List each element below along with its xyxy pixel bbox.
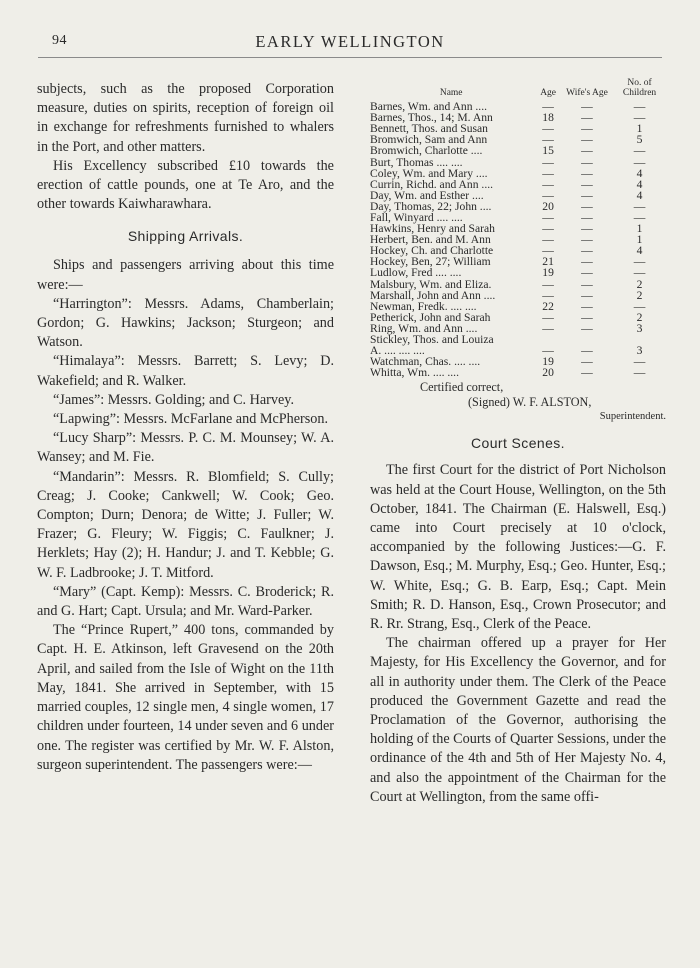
passenger-wife-age: — [581,100,593,114]
passenger-wife-age: — [581,177,593,191]
wife-age-column-header: Wife's Age [566,87,608,98]
passenger-children: 2 [636,288,643,302]
passenger-age: 19 [542,355,554,369]
passenger-age: — [542,122,554,136]
passenger-children: — [633,100,646,114]
passenger-children: 2 [636,310,643,324]
passenger-age: 20 [542,199,554,213]
passenger-name: Petherick, John and Sarah [370,310,491,324]
passenger-age: — [542,277,554,291]
passenger-children: — [633,111,646,125]
paragraph-prince-rupert: The “Prince Rupert,” 400 tons, commanded by Capt. H. E. Atkinson, left Gravesend on the 20th April, and sailed from the Isle of Wight on the 11th May, 1841. She arrived in September, with 15 married couples, 12 single men, 4 single women, 17 children under fourteen, 14 under seven and 6 under one. The register was certified by Mr. W. F. Alston, surgeon superintendent. The passengers were:— [37,622,334,773]
passenger-age: — [542,310,554,324]
passenger-children: — [633,366,646,380]
table-row [370,145,666,156]
table-row [370,367,666,378]
passenger-children: 4 [636,177,643,191]
signed-line: (Signed) W. F. ALSTON, [468,395,592,410]
passenger-wife-age: — [581,188,593,202]
passenger-wife-age: — [581,144,593,158]
page-number: 94 [52,33,67,48]
passenger-wife-age: — [581,244,593,258]
passenger-wife-age: — [581,133,593,147]
passenger-age: — [542,288,554,302]
passenger-age: — [542,233,554,247]
superintendent-title: Superintendent. [599,411,666,423]
passenger-age: 22 [542,299,554,313]
ship-entry: “Mandarin”: Messrs. R. Blomfield; S. Cully; Creag; J. Cooke; Cankwell; W. Cook; Geo. Compton; Durn; Denora; de Witte; J. Fuller; W. Frazer; G. Fleury; W. Figgis; C. Faulkner; J. Herklets; Hay (2); H. Handur; J. and T. Kebble; G. W. F. Ladbrooke; J. T. Mitford. [37,468,334,581]
passenger-wife-age: — [581,255,593,269]
ship-entry: “Mary” (Capt. Kemp): Messrs. C. Broderick; R. and G. Hart; Capt. Ursula; and Mr. Ward-Parker. [37,583,334,620]
passenger-children: 3 [636,321,643,335]
passenger-name: Ring, Wm. and Ann .... [370,321,478,335]
passenger-wife-age: — [581,366,593,380]
passenger-age: 18 [542,111,554,125]
paragraph-ships-intro: Ships and passengers arriving about this time were:— [37,257,334,293]
table-row [370,168,666,179]
passenger-children: — [633,199,646,213]
paragraph-subscription: His Excellency subscribed £10 towards the erection of cattle pounds, one at Te Aro, and the other towards Kaiwharawhara. [37,157,334,213]
ship-entry: “Harrington”: Messrs. Adams, Chamberlain; Gordon; G. Hawkins; Jackson; Sturgeon; and Watson. [37,295,334,351]
table-row [370,156,666,167]
passenger-wife-age: — [581,266,593,280]
right-column [370,78,666,807]
passenger-wife-age: — [581,299,593,313]
passenger-table [370,78,666,378]
passenger-name: Bromwich, Charlotte .... [370,144,483,158]
passenger-age: — [542,321,554,335]
passenger-name: A. .... .... .... [370,344,425,358]
passenger-children: 1 [636,222,643,236]
passenger-wife-age: — [581,222,593,236]
header-rule [38,57,662,58]
passenger-age: — [542,100,554,114]
passenger-wife-age: — [581,111,593,125]
passenger-name: Day, Thomas, 22; John .... [370,199,492,213]
passenger-name: Malsbury, Wm. and Eliza. [370,277,492,291]
table-row [370,279,666,290]
passenger-children: — [633,266,646,280]
passenger-children: 3 [636,344,643,358]
passenger-wife-age: — [581,233,593,247]
passenger-children: 4 [636,244,643,258]
passenger-wife-age: — [581,210,593,224]
passenger-children: 4 [636,166,643,180]
passenger-children: 1 [636,233,643,247]
passenger-wife-age: — [581,277,593,291]
left-column [37,80,334,775]
passenger-rows [370,101,666,378]
passenger-age: — [542,188,554,202]
passenger-age: — [542,166,554,180]
passenger-children: 4 [636,188,643,202]
passenger-age: — [542,177,554,191]
passenger-children: 2 [636,277,643,291]
passenger-wife-age: — [581,310,593,324]
passenger-name: Whitta, Wm. .... .... [370,366,459,380]
passenger-wife-age: — [581,166,593,180]
passenger-age: — [542,210,554,224]
passenger-children: — [633,255,646,269]
passenger-age: — [542,222,554,236]
passenger-wife-age: — [581,321,593,335]
children-column-header: No. of Children [622,78,657,98]
passenger-wife-age: — [581,199,593,213]
passenger-name: Currin, Richd. and Ann .... [370,177,494,191]
passenger-children: — [633,155,646,169]
passenger-name: Bennett, Thos. and Susan [370,122,488,136]
passenger-age: 15 [542,144,554,158]
passenger-name: Ludlow, Fred .... .... [370,266,462,280]
passenger-age: — [542,244,554,258]
passenger-age: — [542,344,554,358]
age-column-header: Age [540,87,557,98]
passenger-name: Newman, Fredk. .... .... [370,299,477,313]
passenger-age: — [542,133,554,147]
paragraph-continued: subjects, such as the proposed Corporation measure, duties on spirits, reception of foreign oil in exchange for refreshments furnished to whalers in the Port, and other matters. [37,81,334,155]
passenger-name: Stickley, Thos. and Louiza [370,333,494,347]
passenger-children: — [633,210,646,224]
passenger-age: 21 [542,255,554,269]
passenger-children: — [633,355,646,369]
table-row [370,267,666,278]
shipping-arrivals-heading: Shipping Arrivals. [127,228,244,245]
passenger-name: Day, Wm. and Esther .... [370,188,484,202]
passenger-name: Hockey, Ben, 27; William [370,255,491,269]
passenger-age: 20 [542,366,554,380]
passenger-name: Fall, Winyard .... .... [370,210,463,224]
name-column-header: Name [439,87,463,98]
passenger-name: Marshall, John and Ann .... [370,288,496,302]
passenger-name: Bromwich, Sam and Ann [370,133,488,147]
passenger-children: — [633,299,646,313]
passenger-wife-age: — [581,122,593,136]
passenger-wife-age: — [581,344,593,358]
certified-line: Certified correct, [420,380,504,395]
passenger-name: Watchman, Chas. .... .... [370,355,481,369]
passenger-table-header [370,78,666,101]
passenger-children: 5 [636,133,643,147]
paragraph-first-court: The first Court for the district of Port Nicholson was held at the Court House, Wellington, on the 5th October, 1841. The Chairman (E. Halswell, Esq.) came into Court precisely at 10 o'clock, accompanied by the following Justices:—G. F. Dawson, Esq.; M. Murphy, Esq.; Geo. Hunter, Esq.; W. White, Esq.; G. B. Earp, Esq.; Capt. Mein Smith; R. D. Hanson, Esq., Crown Prosecutor; and R. Rr. Strang, Esq., Clerk of the Peace. [370,462,666,632]
passenger-name: Coley, Wm. and Mary .... [370,166,488,180]
passenger-name: Hawkins, Henry and Sarah [370,222,495,236]
ship-entry: “Lapwing”: Messrs. McFarlane and McPherson. [53,411,329,428]
passenger-wife-age: — [581,288,593,302]
passenger-name: Barnes, Thos., 14; M. Ann [370,111,493,125]
ship-entry: “Lucy Sharp”: Messrs. P. C. M. Mounsey; W. A. Wansey; and M. Fie. [37,430,334,466]
court-scenes-heading: Court Scenes. [471,435,565,452]
passenger-children: 1 [636,122,643,136]
passenger-name: Burt, Thomas .... .... [370,155,463,169]
running-head [38,33,662,53]
passenger-name: Barnes, Wm. and Ann .... [370,100,487,114]
passenger-wife-age: — [581,155,593,169]
ship-entry: “James”: Messrs. Golding; and C. Harvey. [53,391,295,408]
passenger-wife-age: — [581,355,593,369]
ship-list [37,295,334,621]
passenger-name: Hockey, Ch. and Charlotte [370,244,494,258]
passenger-name: Herbert, Ben. and M. Ann [370,233,491,247]
paragraph-prayer: The chairman offered up a prayer for Her Majesty, for His Excellency the Governor, and for all in authority under them. The Clerk of the Peace produced the Government Gazette and read the Proclamation of the Governor, authorising the holding of the Courts of Quarter Sessions, under the ordinance of the 4th and 5th of Her Majesty No. 4, and also the appointment of the Chairman for the Court at Wellington, from the same offi- [370,635,666,805]
passenger-age: — [542,155,554,169]
book-title: EARLY WELLINGTON [255,32,445,51]
ship-entry: “Himalaya”: Messrs. Barrett; S. Levy; D. Wakefield; and R. Walker. [37,353,334,389]
passenger-children: — [633,144,646,158]
passenger-age: 19 [542,266,554,280]
